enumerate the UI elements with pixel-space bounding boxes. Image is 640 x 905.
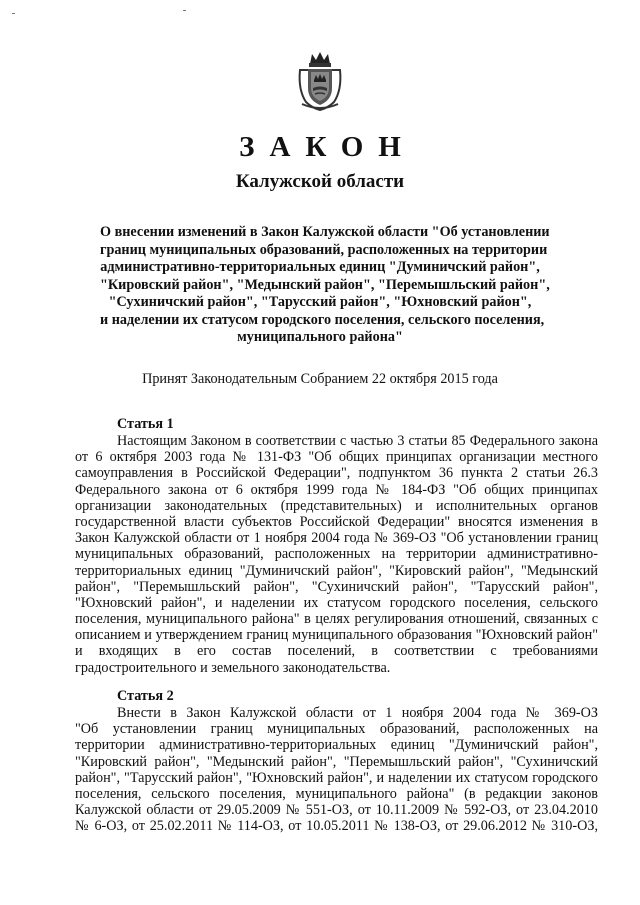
law-name-line: О внесении изменений в Закон Калужской области "Об установлении: [100, 224, 550, 240]
document-region: Калужской области: [235, 171, 405, 192]
article-line: описанием и утверждением границ муниципального образования "Юхновский район": [75, 627, 598, 644]
article-line: муниципальных образований, расположенных на территории административно-: [75, 546, 598, 563]
article-line: поселения, муниципального района" в целях регулирования отношений, связанных с: [75, 611, 598, 628]
scan-speck: [12, 13, 15, 14]
article-line: район", "Перемышльский район", "Сухиничский район", "Тарусский район",: [75, 578, 598, 595]
law-name-line: административно-территориальных единиц "Думиничский район",: [100, 259, 540, 275]
document-title: ЗАКОН: [239, 131, 416, 163]
article-2-body: [75, 705, 598, 835]
article-1-body: [75, 433, 598, 676]
article-line: Закон Калужской области от 1 ноября 2004 года № 369-ОЗ "Об установлении границ: [75, 530, 598, 547]
article-line: район", "Тарусский район", "Юхновский район", и наделении их статусом городского: [75, 769, 598, 786]
article-line: Федерального закона от 6 октября 1999 года № 184-ФЗ "Об общих принципах: [75, 481, 598, 498]
article-2-heading: Статья 2: [117, 688, 174, 704]
article-line: территориальных единиц "Думиничский район", "Кировский район", "Медынский: [75, 562, 598, 579]
article-line: Настоящим Законом в соответствии с частью 3 статьи 85 Федерального закона: [117, 433, 598, 449]
article-line: организации законодательных (представительных) и исполнительных органов: [75, 497, 598, 514]
law-name-line: границ муниципальных образований, расположенных на территории: [100, 241, 548, 258]
law-name: [100, 224, 550, 347]
article-1-heading: Статья 1: [117, 416, 174, 432]
article-line: поселения, сельского поселения, муниципального района" (в редакции законов: [75, 785, 598, 802]
law-name-line: "Сухиничский район", "Тарусский район", "Юхновский район",: [108, 294, 532, 310]
law-name-line: и наделении их статусом городского поселения, сельского поселения,: [100, 311, 545, 328]
law-name-line: муниципального района": [237, 329, 403, 345]
article-line: от 6 октября 2003 года № 131-ФЗ "Об общих принципах организации местного: [75, 449, 598, 466]
article-line: № 6-ОЗ, от 25.02.2011 № 114-ОЗ, от 10.05.2011 № 138-ОЗ, от 29.06.2012 № 310-ОЗ,: [75, 818, 598, 835]
adoption-statement: Принят Законодательным Собранием 22 октября 2015 года: [142, 371, 498, 387]
article-line: Калужской области от 29.05.2009 № 551-ОЗ, от 10.11.2009 № 592-ОЗ, от 23.04.2010: [75, 802, 598, 819]
article-line: "Кировский район", "Медынский район", "Перемышльский район", "Сухиничский: [75, 753, 598, 770]
article-line: самоуправления в Российской Федерации", подпунктом 36 пункта 2 статьи 26.3: [75, 465, 598, 482]
article-line: территории административно-территориальных единиц "Думиничский район",: [75, 737, 598, 754]
law-name-line: "Кировский район", "Медынский район", "Перемышльский район",: [100, 276, 550, 293]
article-line: государственной власти субъектов Российской Федерации" вносятся изменения в: [75, 513, 598, 530]
article-line: градостроительного и земельного законодательства.: [75, 659, 391, 676]
article-line: "Об установлении границ муниципальных образований, расположенных на: [75, 721, 598, 738]
article-line: Внести в Закон Калужской области от 1 ноября 2004 года № 369-ОЗ: [117, 705, 598, 721]
article-line: "Юхновский район", и наделении их статусом городского поселения, сельского: [75, 594, 598, 611]
article-line: и входящих в его состав поселений, в соответствии с требованиями: [75, 643, 598, 660]
scan-speck: [183, 10, 186, 11]
kaluga-coat-of-arms-icon: [296, 50, 344, 112]
